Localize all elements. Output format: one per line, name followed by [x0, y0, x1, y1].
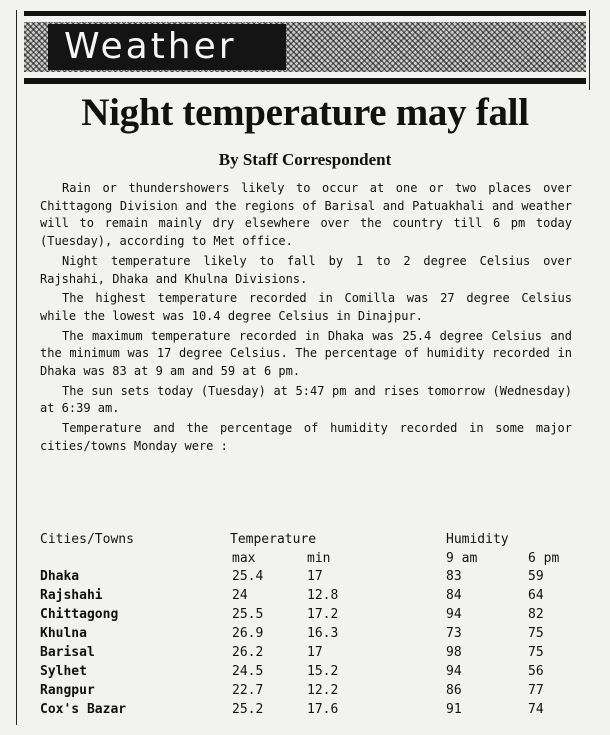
article-paragraph: Night temperature likely to fall by 1 to 2 degree Celsius over Rajshahi, Dhaka and Khulna Divisions.: [40, 253, 572, 286]
section-label: Weather: [48, 24, 286, 70]
city-name: Cox's Bazar: [40, 702, 127, 717]
temp-max: 26.2: [232, 645, 264, 660]
header-city: Cities/Towns: [40, 532, 134, 547]
city-name: Barisal: [40, 645, 95, 660]
humidity-6pm: 77: [528, 683, 544, 698]
humidity-9am: 84: [446, 588, 462, 603]
city-name: Khulna: [40, 626, 87, 641]
temp-min: 12.8: [307, 588, 339, 603]
city-name: Rajshahi: [40, 588, 103, 603]
header-min: min: [307, 551, 331, 566]
temp-max: 26.9: [232, 626, 264, 641]
humidity-9am: 94: [446, 607, 462, 622]
article-byline: By Staff Correspondent: [218, 150, 392, 169]
temp-max: 24.5: [232, 664, 264, 679]
header-temperature: Temperature: [230, 532, 317, 547]
temp-max: 25.4: [232, 569, 264, 584]
article-paragraph: The sun sets today (Tuesday) at 5:47 pm and rises tomorrow (Wednesday) at 6:39 am.: [40, 383, 572, 416]
header-humidity: Humidity: [446, 532, 509, 547]
temp-max: 25.5: [232, 607, 264, 622]
article-headline: Night temperature may fall: [81, 91, 529, 134]
table-row: [0, 567, 610, 586]
temp-min: 17: [307, 645, 323, 660]
temp-min: 17.2: [307, 607, 339, 622]
temp-max: 24: [232, 588, 248, 603]
header-max: max: [232, 551, 256, 566]
temp-min: 12.2: [307, 683, 339, 698]
article-paragraph: The maximum temperature recorded in Dhaka was 25.4 degree Celsius and the minimum was 17 degree Celsius. The percentage of humidity recorded in Dhaka was 83 at 9 am and 59 at 6 pm.: [40, 328, 572, 379]
table-header-row: [0, 530, 610, 549]
table-row: [0, 586, 610, 605]
city-name: Chittagong: [40, 607, 119, 622]
humidity-6pm: 82: [528, 607, 544, 622]
banner-bottom-rule: [24, 78, 586, 84]
temp-min: 16.3: [307, 626, 339, 641]
table-row: [0, 700, 610, 719]
temp-min: 17.6: [307, 702, 339, 717]
humidity-6pm: 74: [528, 702, 544, 717]
humidity-9am: 83: [446, 569, 462, 584]
table-subheader-row: [0, 549, 610, 568]
humidity-6pm: 75: [528, 645, 544, 660]
humidity-9am: 86: [446, 683, 462, 698]
humidity-9am: 73: [446, 626, 462, 641]
header-9am: 9 am: [446, 551, 478, 566]
humidity-9am: 98: [446, 645, 462, 660]
table-row: [0, 662, 610, 681]
article-paragraph: The highest temperature recorded in Comilla was 27 degree Celsius while the lowest was 10.4 degree Celsius in Dinajpur.: [40, 291, 572, 323]
temp-min: 15.2: [307, 664, 339, 679]
header-6pm: 6 pm: [528, 551, 560, 566]
city-name: Dhaka: [40, 569, 80, 584]
humidity-6pm: 75: [528, 626, 544, 641]
temp-min: 17: [307, 569, 323, 584]
humidity-9am: 91: [446, 702, 462, 717]
temp-max: 22.7: [232, 683, 264, 698]
table-row: [0, 605, 610, 624]
table-row: [0, 681, 610, 700]
humidity-9am: 94: [446, 664, 462, 679]
article-paragraph: Temperature and the percentage of humidity recorded in some major cities/towns Monday were :: [40, 421, 572, 453]
temp-max: 25.2: [232, 702, 264, 717]
humidity-6pm: 64: [528, 588, 544, 603]
banner-top-rule: [24, 11, 586, 16]
humidity-6pm: 59: [528, 569, 544, 584]
table-row: [0, 643, 610, 662]
column-rule-right: [589, 10, 590, 90]
article-paragraph: Rain or thundershowers likely to occur at one or two places over Chittagong Division and the regions of Barisal and Patuakhali and weather will to remain mainly dry elsewhere over the country till 6 pm today (Tuesday), according to Met office.: [40, 181, 572, 249]
city-name: Rangpur: [40, 683, 95, 698]
article-body: [40, 180, 572, 458]
table-row: [0, 624, 610, 643]
city-name: Sylhet: [40, 664, 87, 679]
humidity-6pm: 56: [528, 664, 544, 679]
